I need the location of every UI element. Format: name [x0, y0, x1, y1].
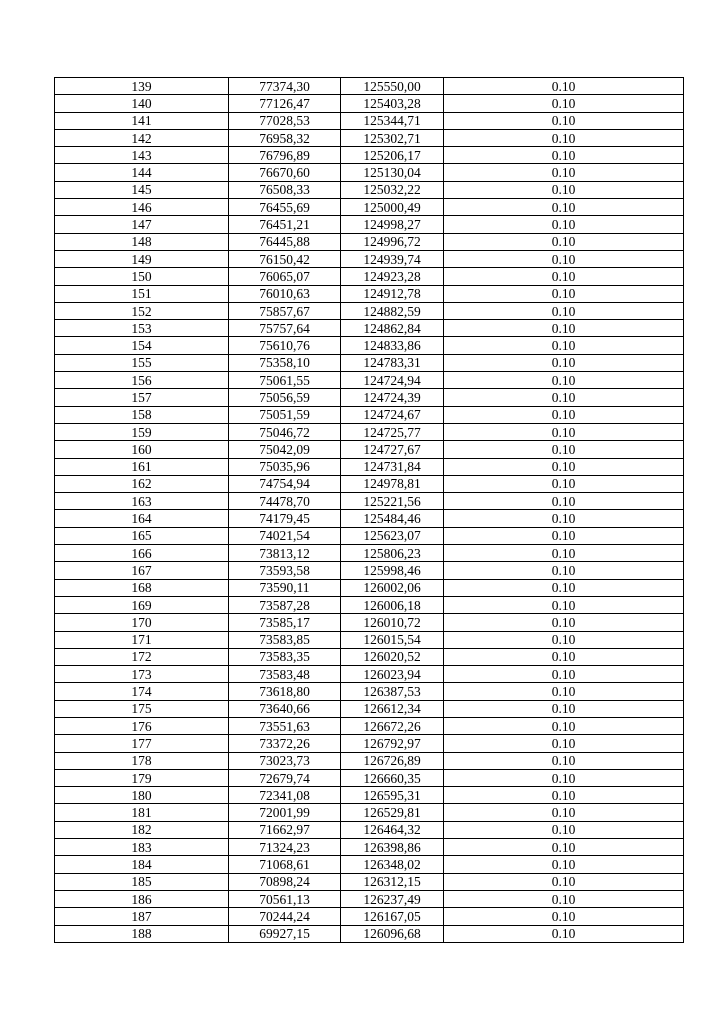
- y-coordinate-cell: 126167,05: [341, 908, 444, 925]
- y-coordinate-cell: 126312,15: [341, 873, 444, 890]
- x-coordinate-cell: 77028,53: [229, 112, 341, 129]
- table-row: [55, 458, 684, 475]
- x-coordinate-cell: 70244,24: [229, 908, 341, 925]
- x-coordinate-cell: 76958,32: [229, 129, 341, 146]
- y-coordinate-cell: 126015,54: [341, 631, 444, 648]
- point-number-cell: 169: [55, 596, 229, 613]
- table-row: [55, 112, 684, 129]
- x-coordinate-cell: 76445,88: [229, 233, 341, 250]
- x-coordinate-cell: 74754,94: [229, 475, 341, 492]
- y-coordinate-cell: 125484,46: [341, 510, 444, 527]
- tolerance-cell: 0.10: [444, 199, 684, 216]
- table-row: [55, 752, 684, 769]
- table-row: [55, 95, 684, 112]
- table-row: [55, 631, 684, 648]
- point-number-cell: 144: [55, 164, 229, 181]
- table-row: [55, 233, 684, 250]
- y-coordinate-cell: 125221,56: [341, 493, 444, 510]
- point-number-cell: 160: [55, 441, 229, 458]
- x-coordinate-cell: 75358,10: [229, 354, 341, 371]
- point-number-cell: 164: [55, 510, 229, 527]
- point-number-cell: 173: [55, 666, 229, 683]
- x-coordinate-cell: 75046,72: [229, 423, 341, 440]
- tolerance-cell: 0.10: [444, 873, 684, 890]
- y-coordinate-cell: 124724,94: [341, 372, 444, 389]
- table-row: [55, 545, 684, 562]
- tolerance-cell: 0.10: [444, 614, 684, 631]
- tolerance-cell: 0.10: [444, 839, 684, 856]
- table-row: [55, 821, 684, 838]
- table-row: [55, 683, 684, 700]
- point-number-cell: 158: [55, 406, 229, 423]
- point-number-cell: 171: [55, 631, 229, 648]
- tolerance-cell: 0.10: [444, 354, 684, 371]
- point-number-cell: 147: [55, 216, 229, 233]
- tolerance-cell: 0.10: [444, 735, 684, 752]
- point-number-cell: 165: [55, 527, 229, 544]
- point-number-cell: 180: [55, 787, 229, 804]
- tolerance-cell: 0.10: [444, 320, 684, 337]
- point-number-cell: 172: [55, 648, 229, 665]
- x-coordinate-cell: 75056,59: [229, 389, 341, 406]
- tolerance-cell: 0.10: [444, 545, 684, 562]
- x-coordinate-cell: 73583,35: [229, 648, 341, 665]
- y-coordinate-cell: 124725,77: [341, 423, 444, 440]
- table-row: [55, 389, 684, 406]
- y-coordinate-cell: 126398,86: [341, 839, 444, 856]
- table-row: [55, 510, 684, 527]
- point-number-cell: 154: [55, 337, 229, 354]
- point-number-cell: 166: [55, 545, 229, 562]
- x-coordinate-cell: 71662,97: [229, 821, 341, 838]
- point-number-cell: 142: [55, 129, 229, 146]
- x-coordinate-cell: 73640,66: [229, 700, 341, 717]
- table-row: [55, 337, 684, 354]
- table-row: [55, 423, 684, 440]
- tolerance-cell: 0.10: [444, 129, 684, 146]
- table-row: [55, 475, 684, 492]
- y-coordinate-cell: 126595,31: [341, 787, 444, 804]
- table-row: [55, 925, 684, 942]
- y-coordinate-cell: 124783,31: [341, 354, 444, 371]
- tolerance-cell: 0.10: [444, 268, 684, 285]
- table-row: [55, 579, 684, 596]
- y-coordinate-cell: 126023,94: [341, 666, 444, 683]
- y-coordinate-cell: 125623,07: [341, 527, 444, 544]
- table-row: [55, 908, 684, 925]
- tolerance-cell: 0.10: [444, 302, 684, 319]
- tolerance-cell: 0.10: [444, 579, 684, 596]
- x-coordinate-cell: 75061,55: [229, 372, 341, 389]
- tolerance-cell: 0.10: [444, 890, 684, 907]
- y-coordinate-cell: 126387,53: [341, 683, 444, 700]
- x-coordinate-cell: 76508,33: [229, 181, 341, 198]
- table-row: [55, 839, 684, 856]
- point-number-cell: 179: [55, 769, 229, 786]
- x-coordinate-cell: 73372,26: [229, 735, 341, 752]
- y-coordinate-cell: 125206,17: [341, 147, 444, 164]
- tolerance-cell: 0.10: [444, 406, 684, 423]
- table-row: [55, 648, 684, 665]
- y-coordinate-cell: 126348,02: [341, 856, 444, 873]
- tolerance-cell: 0.10: [444, 112, 684, 129]
- tolerance-cell: 0.10: [444, 423, 684, 440]
- y-coordinate-cell: 126529,81: [341, 804, 444, 821]
- table-row: [55, 78, 684, 95]
- x-coordinate-cell: 72001,99: [229, 804, 341, 821]
- tolerance-cell: 0.10: [444, 752, 684, 769]
- x-coordinate-cell: 75610,76: [229, 337, 341, 354]
- point-number-cell: 141: [55, 112, 229, 129]
- tolerance-cell: 0.10: [444, 683, 684, 700]
- table-row: [55, 596, 684, 613]
- point-number-cell: 184: [55, 856, 229, 873]
- point-number-cell: 140: [55, 95, 229, 112]
- x-coordinate-cell: 72679,74: [229, 769, 341, 786]
- point-number-cell: 159: [55, 423, 229, 440]
- x-coordinate-cell: 75035,96: [229, 458, 341, 475]
- tolerance-cell: 0.10: [444, 510, 684, 527]
- x-coordinate-cell: 73023,73: [229, 752, 341, 769]
- table-row: [55, 354, 684, 371]
- tolerance-cell: 0.10: [444, 562, 684, 579]
- tolerance-cell: 0.10: [444, 648, 684, 665]
- y-coordinate-cell: 124996,72: [341, 233, 444, 250]
- point-number-cell: 145: [55, 181, 229, 198]
- y-coordinate-cell: 125550,00: [341, 78, 444, 95]
- tolerance-cell: 0.10: [444, 181, 684, 198]
- point-number-cell: 157: [55, 389, 229, 406]
- x-coordinate-cell: 71068,61: [229, 856, 341, 873]
- x-coordinate-cell: 69927,15: [229, 925, 341, 942]
- y-coordinate-cell: 126612,34: [341, 700, 444, 717]
- y-coordinate-cell: 126002,06: [341, 579, 444, 596]
- table-row: [55, 285, 684, 302]
- point-number-cell: 181: [55, 804, 229, 821]
- point-number-cell: 162: [55, 475, 229, 492]
- point-number-cell: 177: [55, 735, 229, 752]
- tolerance-cell: 0.10: [444, 631, 684, 648]
- x-coordinate-cell: 73551,63: [229, 717, 341, 734]
- tolerance-cell: 0.10: [444, 164, 684, 181]
- y-coordinate-cell: 124862,84: [341, 320, 444, 337]
- table-row: [55, 129, 684, 146]
- tolerance-cell: 0.10: [444, 389, 684, 406]
- x-coordinate-cell: 76065,07: [229, 268, 341, 285]
- y-coordinate-cell: 126464,32: [341, 821, 444, 838]
- x-coordinate-cell: 76670,60: [229, 164, 341, 181]
- y-coordinate-cell: 125302,71: [341, 129, 444, 146]
- point-number-cell: 185: [55, 873, 229, 890]
- x-coordinate-cell: 75051,59: [229, 406, 341, 423]
- y-coordinate-cell: 125000,49: [341, 199, 444, 216]
- x-coordinate-cell: 74021,54: [229, 527, 341, 544]
- y-coordinate-cell: 126672,26: [341, 717, 444, 734]
- table-row: [55, 372, 684, 389]
- table-row: [55, 216, 684, 233]
- point-number-cell: 139: [55, 78, 229, 95]
- point-number-cell: 146: [55, 199, 229, 216]
- x-coordinate-cell: 73813,12: [229, 545, 341, 562]
- y-coordinate-cell: 124833,86: [341, 337, 444, 354]
- tolerance-cell: 0.10: [444, 804, 684, 821]
- tolerance-cell: 0.10: [444, 216, 684, 233]
- tolerance-cell: 0.10: [444, 596, 684, 613]
- tolerance-cell: 0.10: [444, 769, 684, 786]
- tolerance-cell: 0.10: [444, 821, 684, 838]
- table-row: [55, 302, 684, 319]
- point-number-cell: 186: [55, 890, 229, 907]
- point-number-cell: 148: [55, 233, 229, 250]
- y-coordinate-cell: 124912,78: [341, 285, 444, 302]
- y-coordinate-cell: 126010,72: [341, 614, 444, 631]
- point-number-cell: 143: [55, 147, 229, 164]
- x-coordinate-cell: 75757,64: [229, 320, 341, 337]
- point-number-cell: 174: [55, 683, 229, 700]
- tolerance-cell: 0.10: [444, 527, 684, 544]
- table-row: [55, 268, 684, 285]
- table-row: [55, 856, 684, 873]
- x-coordinate-cell: 73583,48: [229, 666, 341, 683]
- y-coordinate-cell: 126660,35: [341, 769, 444, 786]
- tolerance-cell: 0.10: [444, 441, 684, 458]
- tolerance-cell: 0.10: [444, 717, 684, 734]
- table-row: [55, 199, 684, 216]
- x-coordinate-cell: 73593,58: [229, 562, 341, 579]
- x-coordinate-cell: 74179,45: [229, 510, 341, 527]
- table-row: [55, 873, 684, 890]
- table-row: [55, 164, 684, 181]
- y-coordinate-cell: 125806,23: [341, 545, 444, 562]
- y-coordinate-cell: 125998,46: [341, 562, 444, 579]
- y-coordinate-cell: 126096,68: [341, 925, 444, 942]
- tolerance-cell: 0.10: [444, 147, 684, 164]
- point-number-cell: 187: [55, 908, 229, 925]
- table-row: [55, 441, 684, 458]
- x-coordinate-cell: 76455,69: [229, 199, 341, 216]
- x-coordinate-cell: 76451,21: [229, 216, 341, 233]
- table-row: [55, 320, 684, 337]
- tolerance-cell: 0.10: [444, 787, 684, 804]
- point-number-cell: 188: [55, 925, 229, 942]
- tolerance-cell: 0.10: [444, 925, 684, 942]
- table-row: [55, 614, 684, 631]
- tolerance-cell: 0.10: [444, 250, 684, 267]
- x-coordinate-cell: 70561,13: [229, 890, 341, 907]
- tolerance-cell: 0.10: [444, 285, 684, 302]
- y-coordinate-cell: 125403,28: [341, 95, 444, 112]
- x-coordinate-cell: 73618,80: [229, 683, 341, 700]
- table-row: [55, 250, 684, 267]
- x-coordinate-cell: 73587,28: [229, 596, 341, 613]
- x-coordinate-cell: 77374,30: [229, 78, 341, 95]
- tolerance-cell: 0.10: [444, 666, 684, 683]
- table-row: [55, 562, 684, 579]
- x-coordinate-cell: 76796,89: [229, 147, 341, 164]
- table-row: [55, 666, 684, 683]
- x-coordinate-cell: 72341,08: [229, 787, 341, 804]
- table-row: [55, 804, 684, 821]
- y-coordinate-cell: 126792,97: [341, 735, 444, 752]
- point-number-cell: 175: [55, 700, 229, 717]
- point-number-cell: 178: [55, 752, 229, 769]
- y-coordinate-cell: 124939,74: [341, 250, 444, 267]
- point-number-cell: 153: [55, 320, 229, 337]
- table-row: [55, 787, 684, 804]
- x-coordinate-cell: 73590,11: [229, 579, 341, 596]
- tolerance-cell: 0.10: [444, 337, 684, 354]
- table-row: [55, 493, 684, 510]
- x-coordinate-cell: 74478,70: [229, 493, 341, 510]
- table-row: [55, 406, 684, 423]
- point-number-cell: 167: [55, 562, 229, 579]
- y-coordinate-cell: 124882,59: [341, 302, 444, 319]
- x-coordinate-cell: 76150,42: [229, 250, 341, 267]
- point-number-cell: 150: [55, 268, 229, 285]
- x-coordinate-cell: 77126,47: [229, 95, 341, 112]
- y-coordinate-cell: 124731,84: [341, 458, 444, 475]
- tolerance-cell: 0.10: [444, 700, 684, 717]
- point-number-cell: 149: [55, 250, 229, 267]
- table-row: [55, 769, 684, 786]
- coordinate-table: [54, 77, 684, 943]
- x-coordinate-cell: 75857,67: [229, 302, 341, 319]
- table-row: [55, 717, 684, 734]
- x-coordinate-cell: 70898,24: [229, 873, 341, 890]
- coordinate-table-body: [55, 78, 684, 943]
- x-coordinate-cell: 73585,17: [229, 614, 341, 631]
- y-coordinate-cell: 124978,81: [341, 475, 444, 492]
- y-coordinate-cell: 124998,27: [341, 216, 444, 233]
- y-coordinate-cell: 125032,22: [341, 181, 444, 198]
- point-number-cell: 155: [55, 354, 229, 371]
- y-coordinate-cell: 126020,52: [341, 648, 444, 665]
- x-coordinate-cell: 71324,23: [229, 839, 341, 856]
- table-row: [55, 890, 684, 907]
- table-row: [55, 735, 684, 752]
- tolerance-cell: 0.10: [444, 458, 684, 475]
- table-row: [55, 527, 684, 544]
- tolerance-cell: 0.10: [444, 95, 684, 112]
- tolerance-cell: 0.10: [444, 493, 684, 510]
- point-number-cell: 176: [55, 717, 229, 734]
- y-coordinate-cell: 126006,18: [341, 596, 444, 613]
- point-number-cell: 183: [55, 839, 229, 856]
- point-number-cell: 182: [55, 821, 229, 838]
- tolerance-cell: 0.10: [444, 856, 684, 873]
- y-coordinate-cell: 124724,67: [341, 406, 444, 423]
- tolerance-cell: 0.10: [444, 908, 684, 925]
- y-coordinate-cell: 125130,04: [341, 164, 444, 181]
- point-number-cell: 168: [55, 579, 229, 596]
- point-number-cell: 161: [55, 458, 229, 475]
- x-coordinate-cell: 73583,85: [229, 631, 341, 648]
- point-number-cell: 152: [55, 302, 229, 319]
- tolerance-cell: 0.10: [444, 78, 684, 95]
- y-coordinate-cell: 126726,89: [341, 752, 444, 769]
- y-coordinate-cell: 124923,28: [341, 268, 444, 285]
- table-row: [55, 147, 684, 164]
- point-number-cell: 156: [55, 372, 229, 389]
- point-number-cell: 163: [55, 493, 229, 510]
- point-number-cell: 170: [55, 614, 229, 631]
- y-coordinate-cell: 124724,39: [341, 389, 444, 406]
- tolerance-cell: 0.10: [444, 233, 684, 250]
- tolerance-cell: 0.10: [444, 475, 684, 492]
- x-coordinate-cell: 75042,09: [229, 441, 341, 458]
- tolerance-cell: 0.10: [444, 372, 684, 389]
- y-coordinate-cell: 124727,67: [341, 441, 444, 458]
- table-row: [55, 181, 684, 198]
- table-row: [55, 700, 684, 717]
- y-coordinate-cell: 125344,71: [341, 112, 444, 129]
- x-coordinate-cell: 76010,63: [229, 285, 341, 302]
- y-coordinate-cell: 126237,49: [341, 890, 444, 907]
- point-number-cell: 151: [55, 285, 229, 302]
